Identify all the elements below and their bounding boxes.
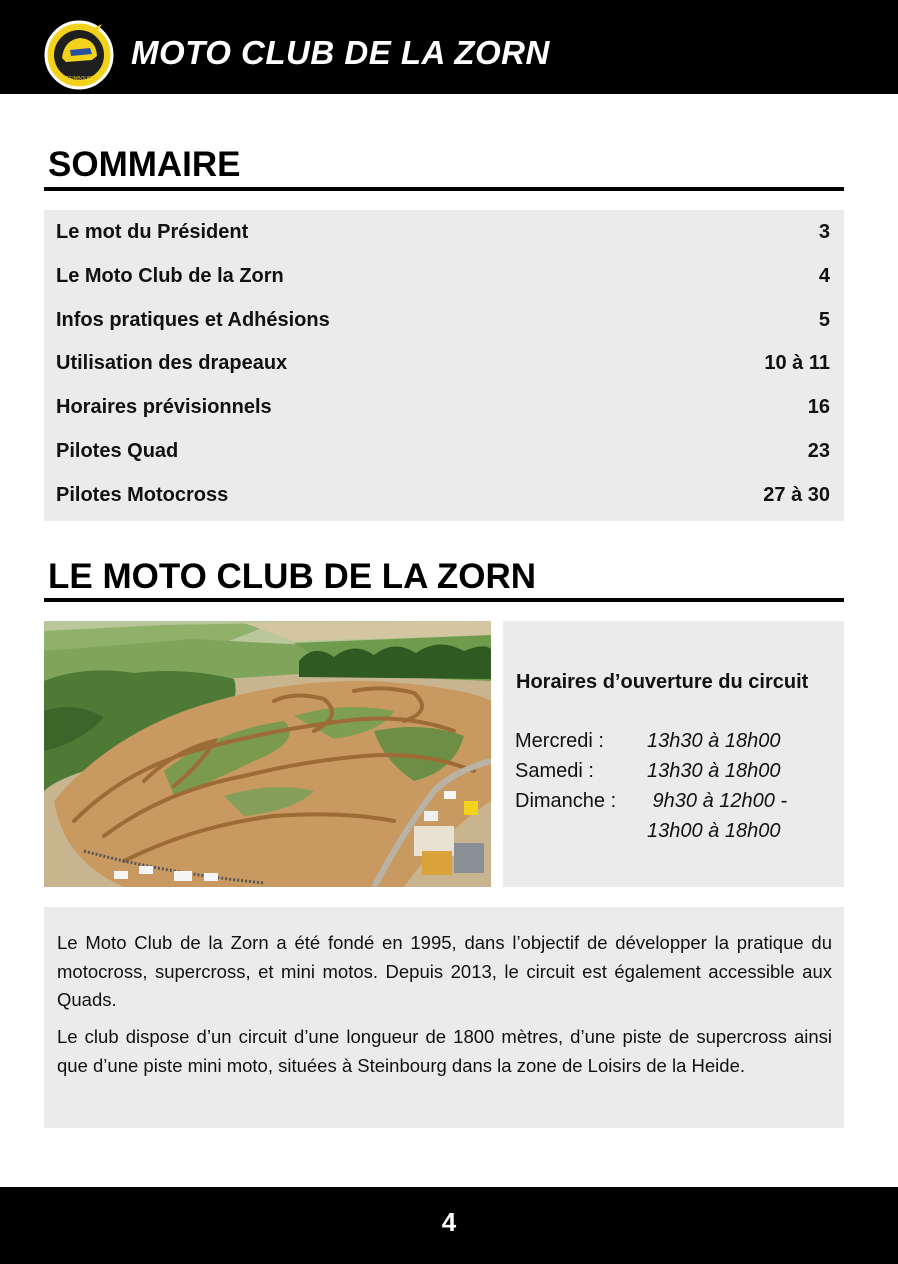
toc-label: Infos pratiques et Adhésions <box>56 309 330 331</box>
toc-page: 23 <box>807 440 830 462</box>
logo-text: STEINBOURG <box>62 76 96 82</box>
toc-page: 10 à 11 <box>764 352 830 374</box>
toc-label: Pilotes Quad <box>56 440 179 462</box>
toc-label: Utilisation des drapeaux <box>56 352 288 374</box>
toc-item[interactable] <box>56 348 830 378</box>
description-paragraph: Le Moto Club de la Zorn a été fondé en 1995, dans l’objectif de développer la pratique du motocross, supercross, et mini motos. Depuis 2013, le circuit est également accessible aux Quads. <box>57 932 832 1010</box>
toc-page: 5 <box>818 309 830 331</box>
club-logo <box>44 20 114 90</box>
sommaire-rule <box>44 187 844 191</box>
toc-item[interactable] <box>56 217 830 247</box>
hours-time: 9h30 à 12h00 - <box>647 790 788 812</box>
hours-time: 13h30 à 18h00 <box>647 760 781 782</box>
toc-label: Le mot du Président <box>56 221 249 243</box>
hours-day: Dimanche : <box>515 790 617 812</box>
table-of-contents <box>44 210 844 521</box>
footer-bar <box>0 1187 898 1264</box>
description-paragraph: Le club dispose d’un circuit d’une longueur de 1800 mètres, d’une piste de supercross ainsi que d’une piste mini moto, situées à Steinbourg dans la zone de Loisirs de la Heide. <box>57 1026 832 1076</box>
toc-item[interactable] <box>56 392 830 422</box>
toc-item[interactable] <box>56 261 830 291</box>
opening-hours-title: Horaires d’ouverture du circuit <box>516 671 809 693</box>
toc-page: 4 <box>818 265 830 287</box>
toc-label: Pilotes Motocross <box>56 484 229 506</box>
club-title: LE MOTO CLUB DE LA ZORN <box>48 557 537 596</box>
toc-label: Horaires prévisionnels <box>56 396 272 418</box>
opening-hours-panel <box>503 621 844 887</box>
hours-time: 13h30 à 18h00 <box>647 730 781 752</box>
club-rule <box>44 598 844 602</box>
club-description <box>44 907 844 1128</box>
hours-day: Samedi : <box>515 760 594 782</box>
toc-page: 16 <box>807 396 830 418</box>
toc-item[interactable] <box>56 480 830 510</box>
toc-page: 27 à 30 <box>763 484 830 506</box>
toc-page: 3 <box>818 221 830 243</box>
header-bar <box>0 0 898 94</box>
brand-title: MOTO CLUB DE LA ZORN <box>131 34 550 71</box>
toc-item[interactable] <box>56 305 830 335</box>
hours-time: 13h00 à 18h00 <box>647 820 781 842</box>
page-number: 4 <box>441 1207 457 1237</box>
toc-label: Le Moto Club de la Zorn <box>56 265 284 287</box>
toc-item[interactable] <box>56 436 830 466</box>
sommaire-title: SOMMAIRE <box>48 145 241 184</box>
hours-day: Mercredi : <box>515 730 604 752</box>
circuit-aerial-photo <box>44 621 491 887</box>
